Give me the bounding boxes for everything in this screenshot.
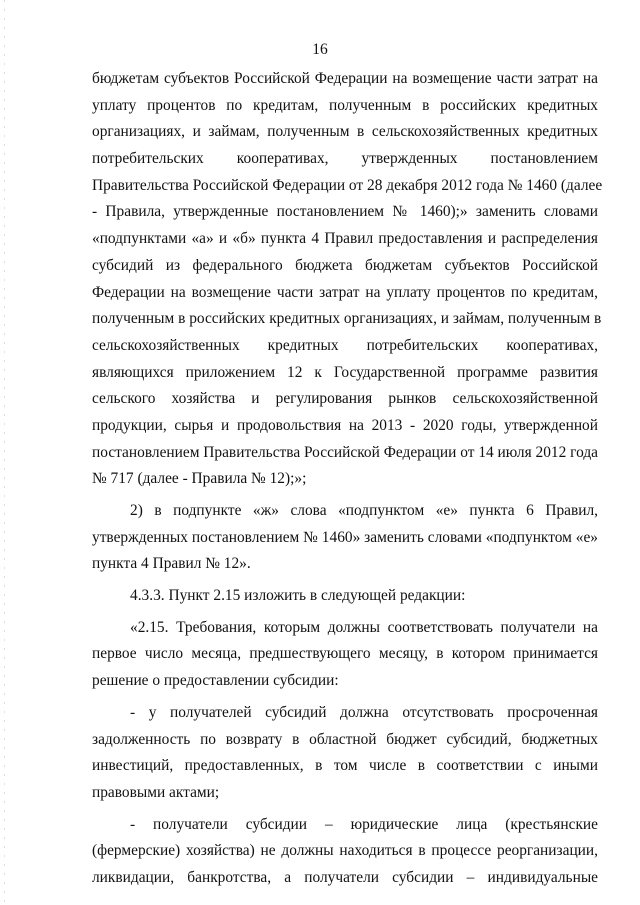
scan-margin-mark bbox=[4, 0, 5, 905]
text-line: задолженность по возврату в областной бюджет субсидий, бюджетных bbox=[92, 730, 598, 748]
text-line: Правительства Российской Федерации от 28 декабря 2012 года № 1460 (далее bbox=[92, 176, 603, 194]
text-line: ликвидации, банкротства, а получатели субсидии – индивидуальные bbox=[92, 868, 598, 886]
text-line: продукции, сырья и продовольствия на 2013 - 2020 годы, утвержденной bbox=[92, 416, 598, 434]
text-line: потребительских кооперативах, утвержденных постановлением bbox=[92, 150, 598, 168]
text-line: - получатели субсидии – юридические лица (крестьянские bbox=[130, 815, 598, 833]
text-line: утвержденных постановлением № 1460» заменить словами «подпунктом «е» bbox=[92, 528, 598, 546]
text-line: постановлением Правительства Российской Федерации от 14 июля 2012 года bbox=[92, 443, 598, 461]
text-line: первое число месяца, предшествующего месяцу, в котором принимается bbox=[92, 645, 598, 663]
text-line: № 717 (далее - Правила № 12);»; bbox=[92, 470, 307, 488]
text-line: «подпунктами «а» и «б» пункта 4 Правил предоставления и распределения bbox=[92, 230, 598, 248]
text-line: решение о предоставлении субсидии: bbox=[92, 672, 339, 690]
text-line: 4.3.3. Пункт 2.15 изложить в следующей редакции: bbox=[130, 587, 466, 605]
text-line: - у получателей субсидий должна отсутствовать просроченная bbox=[130, 703, 598, 721]
text-line: являющихся приложением 12 к Государственной программе развития bbox=[92, 363, 598, 381]
text-line: инвестиций, предоставленных, в том числе в соответствии с иными bbox=[92, 757, 598, 775]
document-body bbox=[92, 66, 603, 892]
page-number: 16 bbox=[312, 41, 328, 58]
text-line: - Правила, утвержденные постановлением № 1460);» заменить словами bbox=[92, 203, 598, 221]
text-line: организациях, и займам, полученным в сельскохозяйственных кредитных bbox=[92, 123, 598, 141]
text-line: правовыми актами; bbox=[92, 783, 220, 801]
text-line: 2) в подпункте «ж» слова «подпунктом «е» пункта 6 Правил, bbox=[130, 502, 598, 519]
text-line: полученным в российских кредитных организациях, и займам, полученным в bbox=[92, 310, 602, 328]
text-line: бюджетам субъектов Российской Федерации на возмещение части затрат на bbox=[92, 70, 598, 87]
text-line: (фермерские) хозяйства) не должны находиться в процессе реорганизации, bbox=[92, 842, 598, 860]
text-line: «2.15. Требования, которым должны соответствовать получатели на bbox=[130, 618, 598, 636]
text-line: субсидий из федерального бюджета бюджетам субъектов Российской bbox=[92, 256, 598, 274]
text-line: уплату процентов по кредитам, полученным в российских кредитных bbox=[92, 96, 598, 114]
text-line: сельского хозяйства и регулирования рынков сельскохозяйственной bbox=[92, 390, 598, 408]
text-line: пункта 4 Правил № 12». bbox=[92, 555, 251, 573]
text-line: Федерации на возмещение части затрат на уплату процентов по кредитам, bbox=[92, 283, 598, 301]
text-line: сельскохозяйственных кредитных потребительских кооперативах, bbox=[92, 336, 598, 354]
